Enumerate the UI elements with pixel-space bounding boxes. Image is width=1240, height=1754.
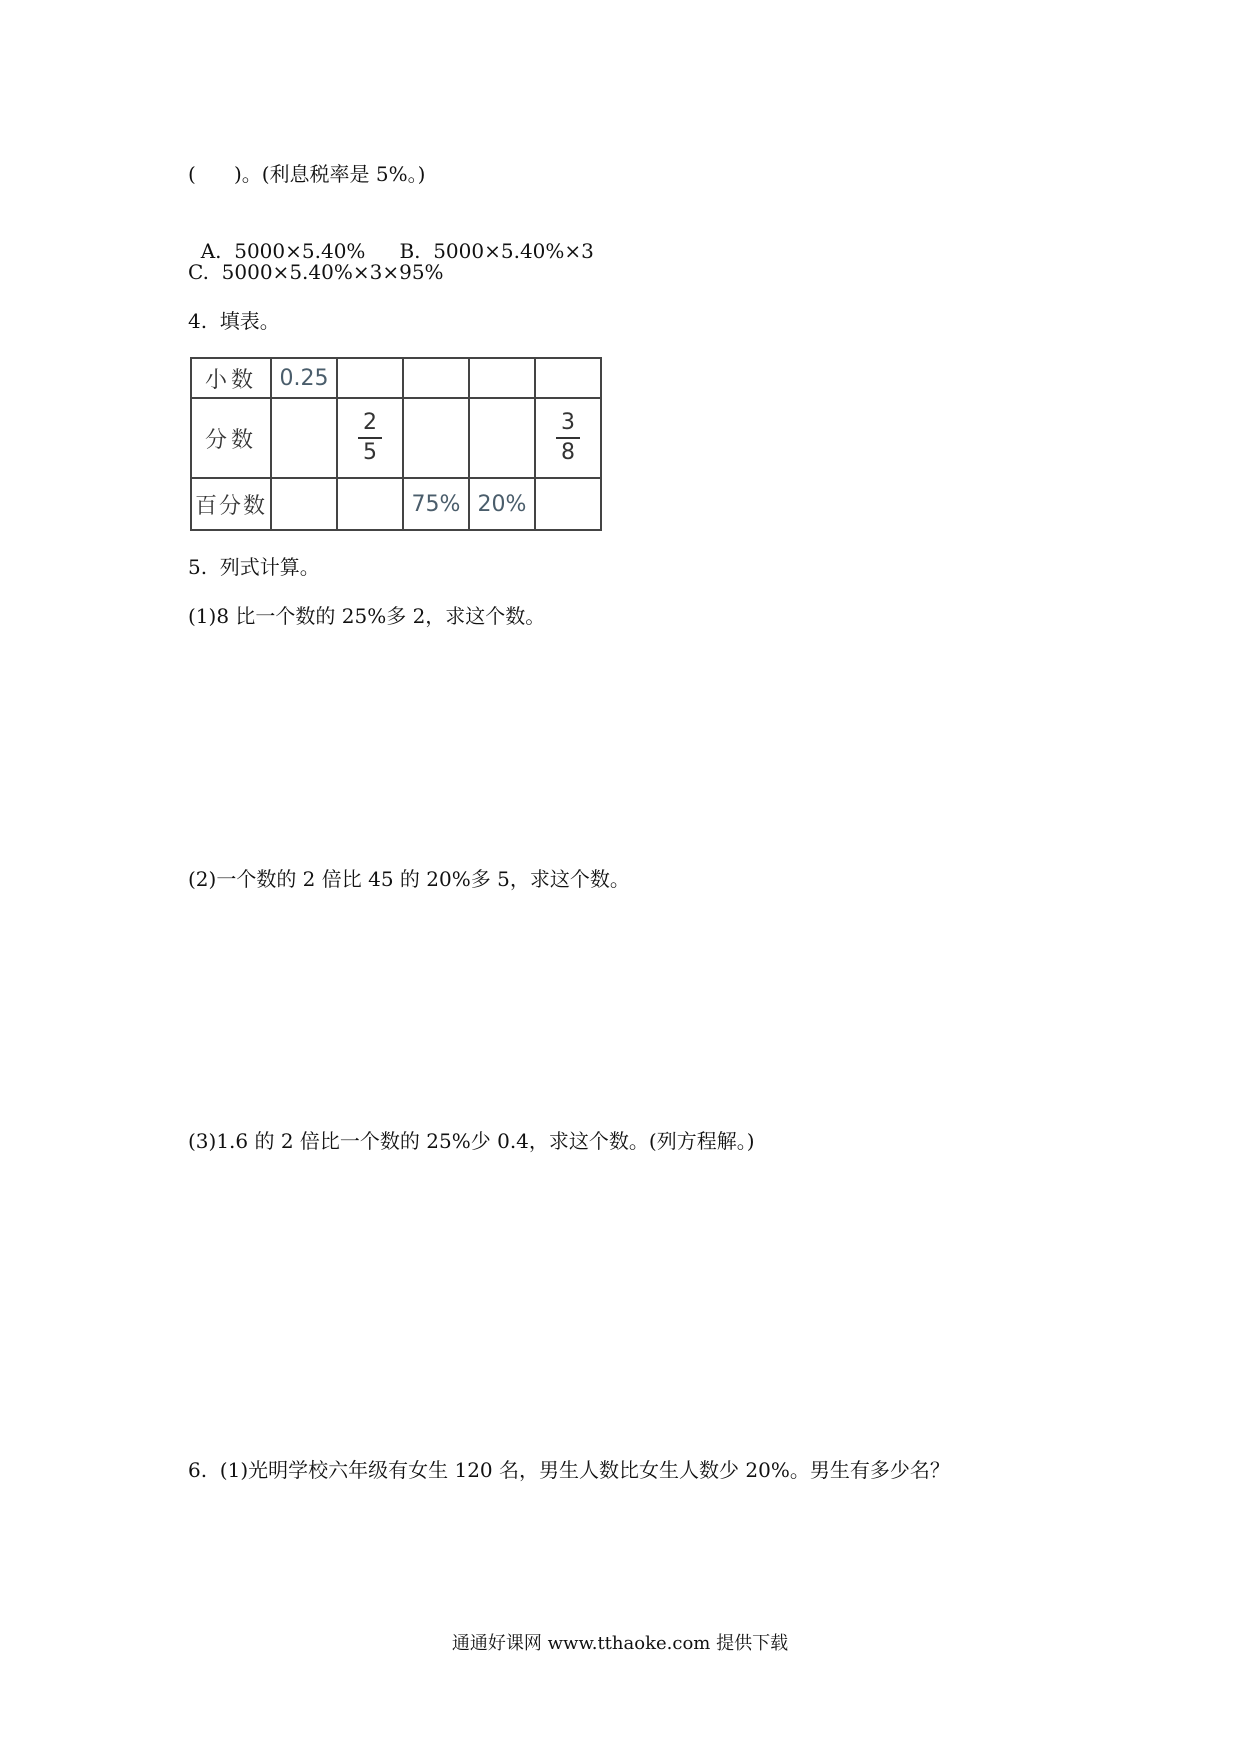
table-cell — [535, 358, 601, 398]
fraction-bar — [556, 437, 580, 439]
table-cell — [535, 478, 601, 530]
table-row-percent — [191, 478, 601, 530]
fraction-denominator: 5 — [363, 440, 377, 465]
fraction-denominator: 8 — [561, 440, 575, 465]
table-cell: 75% — [403, 478, 469, 530]
table-cell — [337, 358, 403, 398]
question5-part2: (2)一个数的 2 倍比 45 的 20%多 5，求这个数。 — [188, 867, 630, 891]
table-cell: 0.25 — [271, 358, 337, 398]
row-header-decimal: 小数 — [191, 358, 271, 398]
question3-options-ab — [188, 209, 594, 265]
option-b: B. 5000×5.40%×3 — [399, 239, 594, 263]
table-row-fraction — [191, 398, 601, 478]
table-cell: 20% — [469, 478, 535, 530]
table-cell — [469, 358, 535, 398]
option-c: C. 5000×5.40%×3×95% — [188, 260, 444, 284]
table-cell — [535, 398, 601, 478]
question5-part3: (3)1.6 的 2 倍比一个数的 25%少 0.4，求这个数。(列方程解。) — [188, 1129, 755, 1153]
question5-part1: (1)8 比一个数的 25%多 2，求这个数。 — [188, 604, 546, 628]
page-footer: 通通好课网 www.tthaoke.com 提供下载 — [451, 1633, 789, 1654]
row-header-fraction: 分数 — [191, 398, 271, 478]
question3-continuation: ( )。(利息税率是 5%。) — [188, 162, 426, 186]
table-row-decimal — [191, 358, 601, 398]
fraction-numerator: 2 — [363, 410, 377, 435]
table-cell — [337, 478, 403, 530]
fraction-numerator: 3 — [561, 410, 575, 435]
table-cell — [403, 358, 469, 398]
fraction-two-fifths — [358, 410, 382, 466]
table-cell — [271, 398, 337, 478]
table-cell — [469, 398, 535, 478]
row-header-percent: 百分数 — [191, 478, 271, 530]
table-cell — [337, 398, 403, 478]
conversion-table — [190, 357, 602, 531]
fraction-bar — [358, 437, 382, 439]
fraction-three-eighths — [556, 410, 580, 466]
table-cell — [271, 478, 337, 530]
question6-part1: 6. (1)光明学校六年级有女生 120 名，男生人数比女生人数少 20%。男生有多少名？ — [188, 1458, 950, 1482]
table-cell — [403, 398, 469, 478]
question4-title: 4. 填表。 — [188, 309, 280, 333]
question5-title: 5. 列式计算。 — [188, 555, 320, 579]
option-a: A. 5000×5.40% — [200, 239, 366, 263]
